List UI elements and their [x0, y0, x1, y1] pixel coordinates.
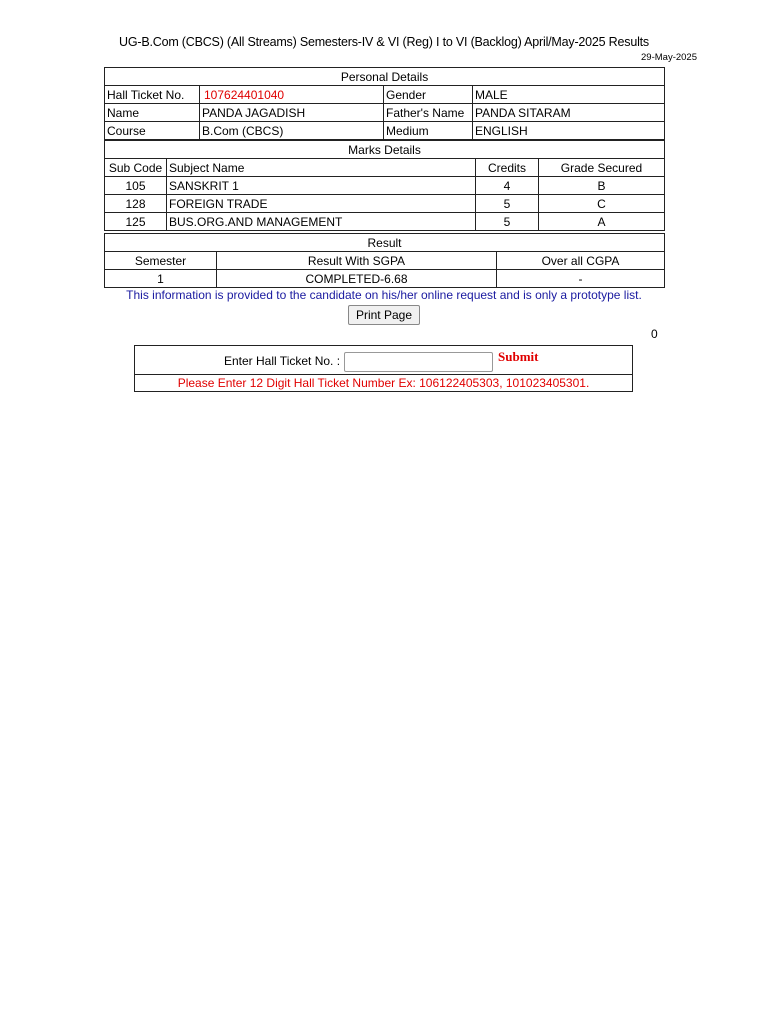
hall-ticket-value: 107624401040 [200, 86, 384, 104]
credits: 5 [476, 213, 539, 231]
course-value: B.Com (CBCS) [200, 122, 384, 140]
col-subject-name: Subject Name [167, 159, 476, 177]
grade: A [539, 213, 665, 231]
personal-details-heading: Personal Details [105, 68, 665, 86]
col-semester: Semester [105, 252, 217, 270]
col-credits: Credits [476, 159, 539, 177]
col-sgpa: Result With SGPA [217, 252, 497, 270]
name-label: Name [105, 104, 200, 122]
grade: B [539, 177, 665, 195]
credits: 4 [476, 177, 539, 195]
father-name-value: PANDA SITARAM [473, 104, 665, 122]
cgpa-value: - [497, 270, 665, 288]
counter-value: 0 [651, 327, 658, 341]
col-cgpa: Over all CGPA [497, 252, 665, 270]
sub-code: 128 [105, 195, 167, 213]
personal-details-table [104, 67, 665, 140]
table-row [105, 213, 665, 231]
subject-name: BUS.ORG.AND MANAGEMENT [167, 213, 476, 231]
credits: 5 [476, 195, 539, 213]
course-label: Course [105, 122, 200, 140]
result-heading: Result [105, 234, 665, 252]
table-row [105, 270, 665, 288]
col-sub-code: Sub Code [105, 159, 167, 177]
col-grade: Grade Secured [539, 159, 665, 177]
page-title: UG-B.Com (CBCS) (All Streams) Semesters-IV & VI (Reg) I to VI (Backlog) April/May-2025 Results [119, 35, 649, 49]
hall-ticket-input[interactable] [344, 352, 493, 372]
search-row [135, 346, 632, 375]
sub-code: 105 [105, 177, 167, 195]
submit-button[interactable]: Submit [498, 349, 539, 364]
hall-ticket-hint: Please Enter 12 Digit Hall Ticket Number Ex: 106122405303, 101023405301. [177, 376, 590, 390]
name-value: PANDA JAGADISH [200, 104, 384, 122]
table-row [105, 177, 665, 195]
gender-value: MALE [473, 86, 665, 104]
semester-value: 1 [105, 270, 217, 288]
sub-code: 125 [105, 213, 167, 231]
gender-label: Gender [384, 86, 473, 104]
result-date: 29-May-2025 [641, 52, 697, 63]
hall-ticket-input-label: Enter Hall Ticket No. : [224, 354, 341, 368]
father-name-label: Father's Name [384, 104, 473, 122]
marks-details-table [104, 140, 665, 231]
hall-ticket-search-form [134, 345, 633, 392]
medium-label: Medium [384, 122, 473, 140]
result-table [104, 233, 665, 288]
print-page-button[interactable]: Print Page [348, 305, 420, 325]
marks-details-heading: Marks Details [105, 141, 665, 159]
sgpa-value: COMPLETED-6.68 [217, 270, 497, 288]
subject-name: FOREIGN TRADE [167, 195, 476, 213]
medium-value: ENGLISH [473, 122, 665, 140]
table-row [105, 195, 665, 213]
hall-ticket-label: Hall Ticket No. [105, 86, 200, 104]
disclaimer-note: This information is provided to the candidate on his/her online request and is only a prototype list. [126, 288, 642, 302]
grade: C [539, 195, 665, 213]
subject-name: SANSKRIT 1 [167, 177, 476, 195]
